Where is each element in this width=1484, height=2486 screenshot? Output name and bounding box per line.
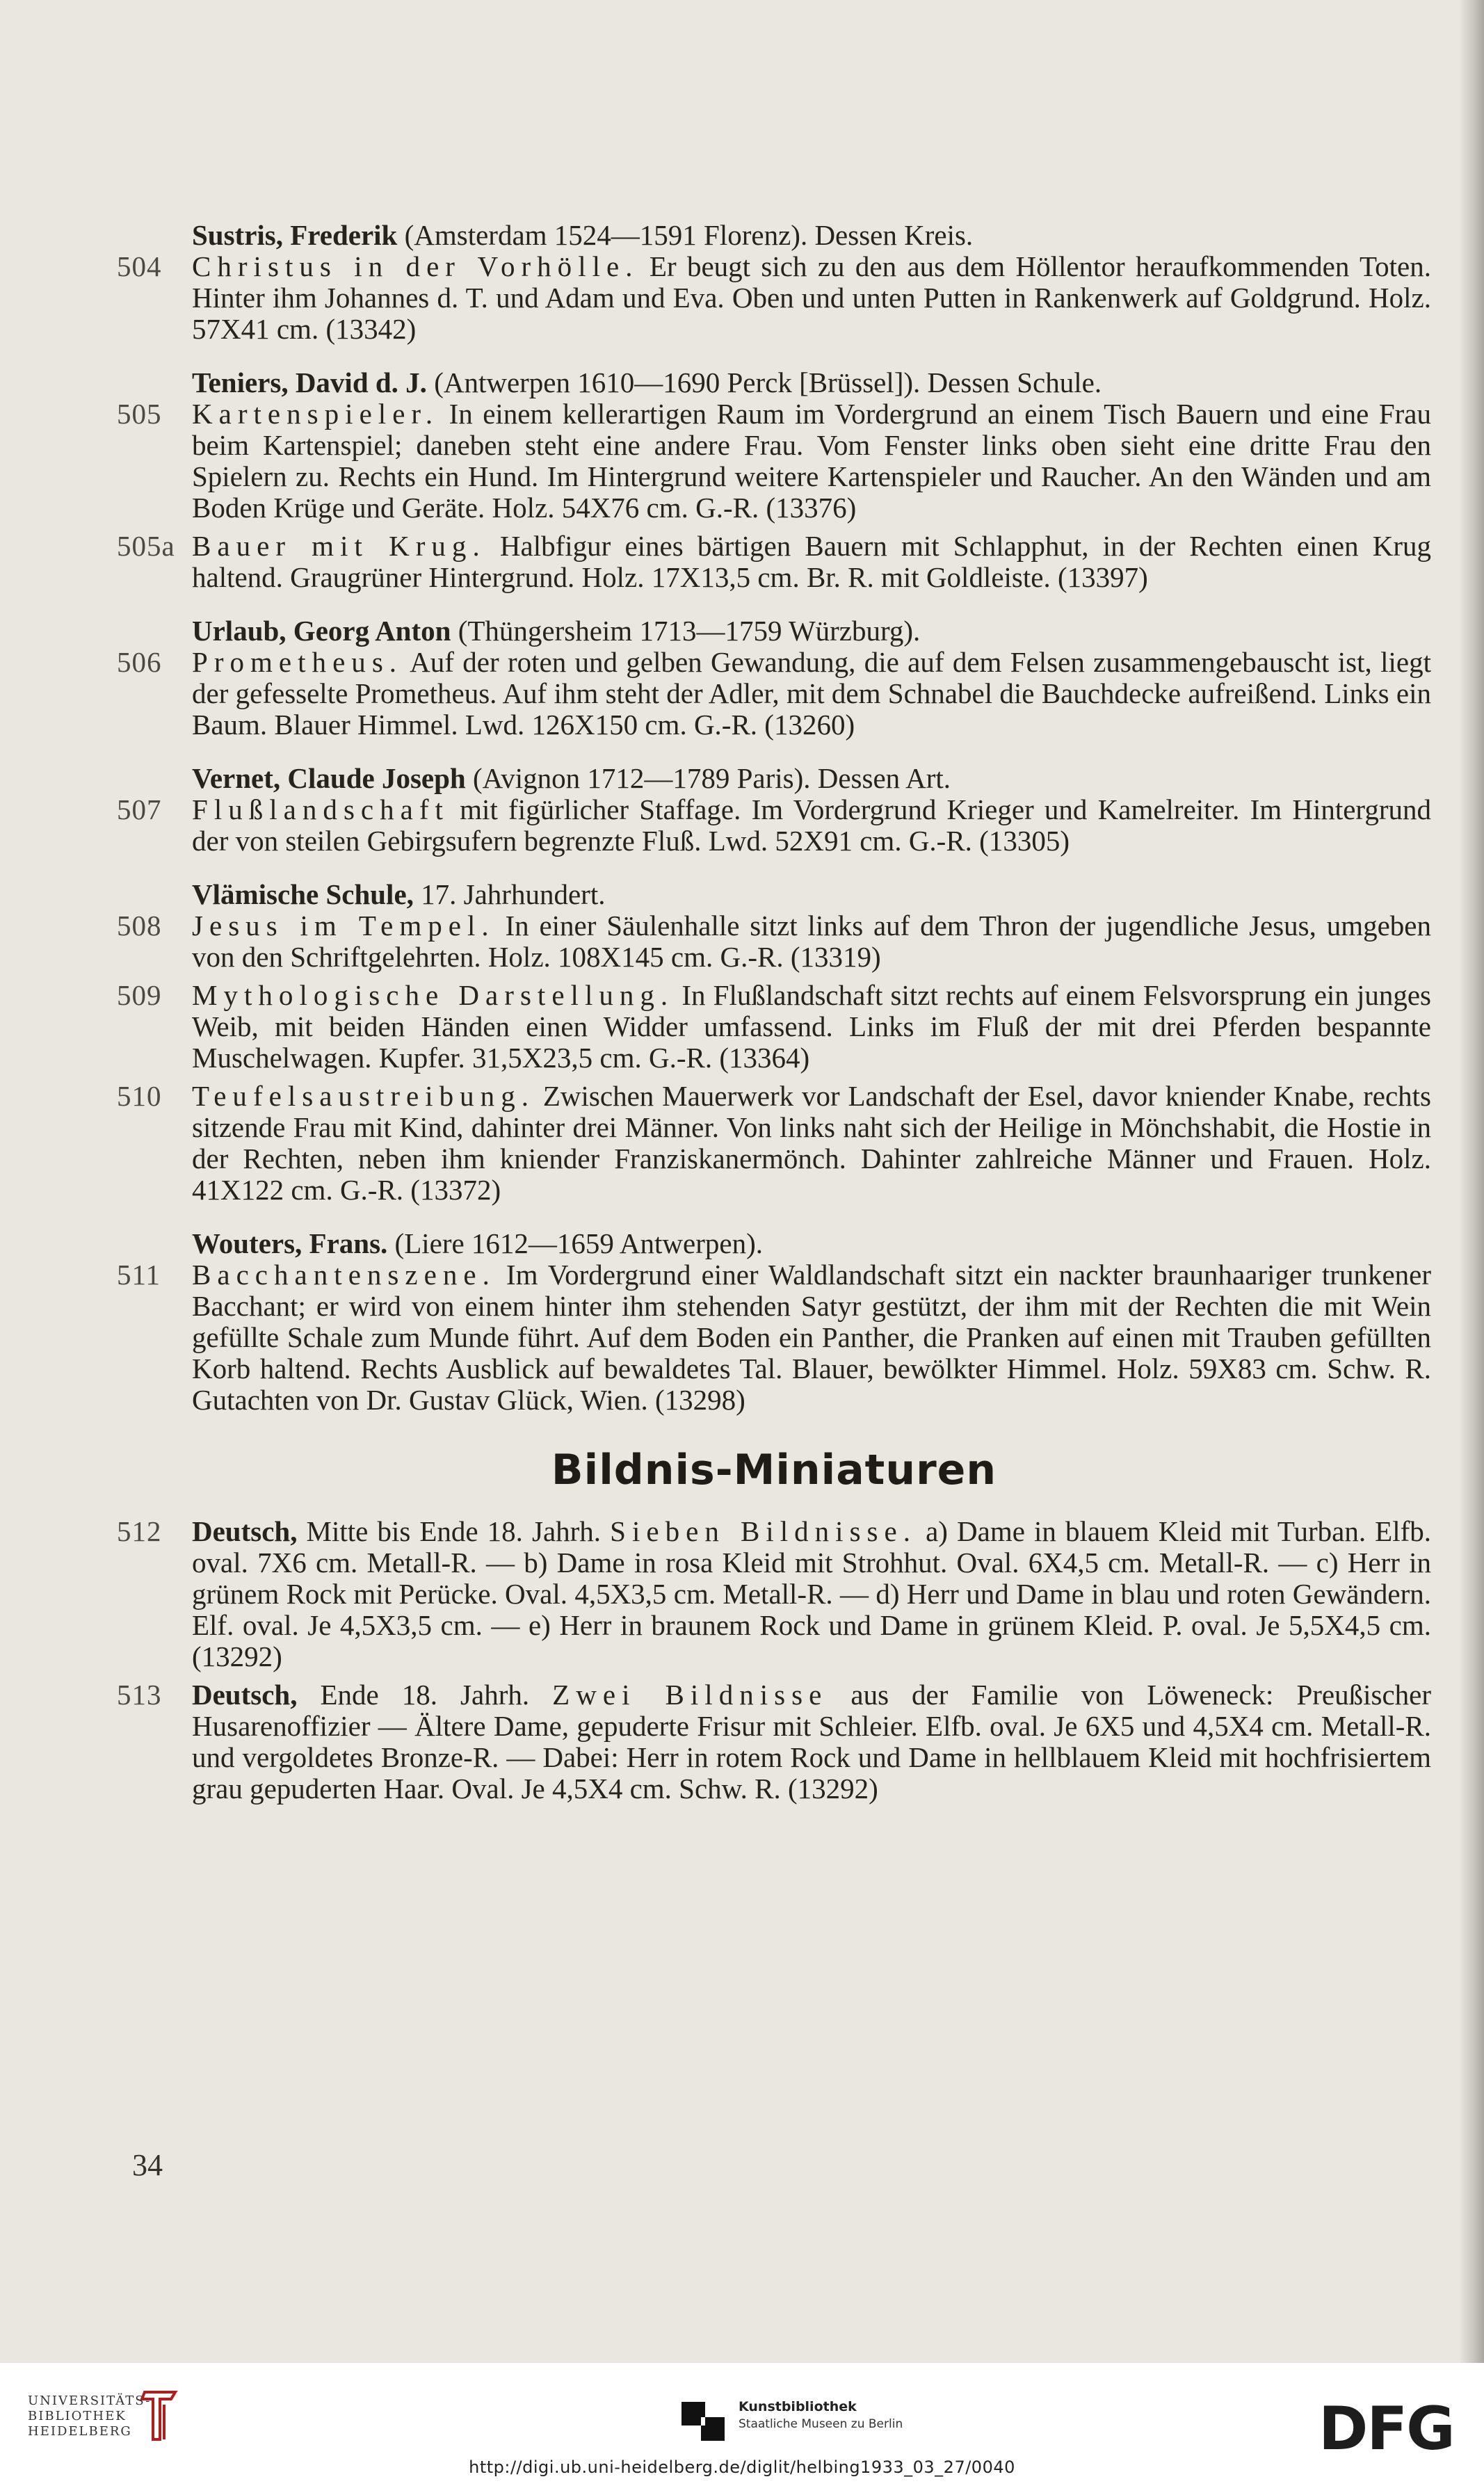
- artwork-title: Sieben Bildnisse.: [610, 1515, 917, 1547]
- catalog-entry: [117, 1679, 1431, 1805]
- entry-text: [192, 1259, 1431, 1416]
- entry-text: [192, 1679, 1431, 1805]
- lot-number: 510: [117, 1080, 162, 1112]
- artwork-description: Er beugt sich zu den aus dem Höllentor heraufkommenden Toten. Hinter ihm Johannes d. T. und Adam und Eva. Oben und unten Putten in Rankenwerk auf Goldgrund. Holz. 57X41 cm. (13342): [192, 250, 1432, 345]
- lot-number: 505a: [117, 530, 175, 562]
- entry-text: [192, 398, 1431, 524]
- entry-date: Ende 18. Jahrh.: [297, 1679, 553, 1711]
- lot-number: 513: [117, 1679, 162, 1711]
- artwork-description: Zwischen Mauerwerk vor Landschaft der Esel, davor kniender Knabe, rechts sitzende Frau mit Kind, dahinter drei Männer. Von links naht sich der Heilige in Mönchshabit, die Hostie in der Rechten, neben ihm kniender Franziskanermönch. Dahinter zahlreiche Männer und Frauen. Holz. 41X122 cm. G.-R. (13372): [192, 1080, 1431, 1206]
- artwork-title: Teufelsaustreibung.: [192, 1080, 535, 1112]
- entry-attribution: Deutsch,: [192, 1515, 298, 1547]
- artist-heading: [117, 763, 1431, 794]
- artwork-description: Im Vordergrund einer Waldlandschaft sitzt ein nackter braunhaariger trunkener Bacchant; er wird von einem hinter ihm stehenden Satyr gestützt, der ihm mit der Rechten die mit Wein gefüllte Schale zum Munde führt. Auf dem Boden ein Panther, die Pranken auf einen mit Trauben gefüllten Korb haltend. Rechts Ausblick auf bewaldetes Tal. Blauer, bewölkter Himmel. Holz. 59X83 cm. Schw. R. Gutachten von Dr. Gustav Glück, Wien. (13298): [192, 1259, 1431, 1416]
- catalog-entry: [117, 1516, 1431, 1672]
- lot-number: 504: [117, 250, 162, 282]
- artwork-title: Christus in der Vorhölle.: [192, 250, 639, 282]
- artwork-description: aus der Familie von Löweneck: Preußischer Husarenoffizier — Ältere Dame, gepuderte Frisur mit Schleier. Elfb. oval. Je 6X5 und 4,5X4 cm. Metall-R. und vergoldetes Bronze-R. — Dabei: Herr in rotem Rock und Dame in hellblauem Kleid mit hochfrisiertem grau gepuderten Haar. Oval. Je 4,5X4 cm. Schw. R. (13292): [192, 1679, 1431, 1805]
- artist-details: (Amsterdam 1524—1591 Florenz). Dessen Kreis.: [397, 219, 974, 251]
- catalog-entry: [117, 1259, 1431, 1416]
- catalog-entry: [117, 794, 1431, 857]
- catalog-text: [117, 220, 1431, 1805]
- dfg-logo[interactable]: DFG: [1318, 2394, 1454, 2464]
- entry-text: [192, 531, 1431, 593]
- artwork-description: mit figürlicher Staffage. Im Vordergrund Krieger und Kamelreiter. Im Hintergrund der von steilen Gebirgsufern begrenzte Fluß. Lwd. 52X91 cm. G.-R. (13305): [192, 793, 1431, 857]
- catalog-entry: [117, 910, 1431, 973]
- artist-name: Vernet, Claude Joseph: [192, 762, 466, 794]
- artwork-description: Auf der roten und gelben Gewandung, die auf dem Felsen zusammengebauscht ist, liegt der gefesselte Prometheus. Auf ihm steht der Adler, mit dem Schnabel die Bauchdecke aufreißend. Links ein Baum. Blauer Himmel. Lwd. 126X150 cm. G.-R. (13260): [192, 646, 1431, 741]
- artist-name: Sustris, Frederik: [192, 219, 398, 251]
- page-edge-shadow: [1460, 0, 1484, 2363]
- lot-number: 509: [117, 979, 162, 1011]
- entry-text: [192, 1516, 1431, 1672]
- artist-name: Vlämische Schule,: [192, 878, 414, 910]
- kunstbibliothek-emblem-icon: [681, 2402, 726, 2441]
- uni-logo-line: BIBLIOTHEK: [28, 2409, 127, 2423]
- entry-date: Mitte bis Ende 18. Jahrh.: [297, 1515, 611, 1547]
- artwork-title: Zwei Bildnisse: [552, 1679, 828, 1711]
- artist-name: Urlaub, Georg Anton: [192, 615, 451, 647]
- artwork-title: Bacchantenszene.: [192, 1259, 496, 1291]
- uni-logo-line: HEIDELBERG: [28, 2424, 132, 2439]
- catalog-entry: [117, 647, 1431, 741]
- artist-details: 17. Jahrhundert.: [413, 878, 606, 910]
- kb-subtitle: Staatliche Museen zu Berlin: [739, 2417, 903, 2431]
- viewer-footer: [0, 2363, 1484, 2486]
- entry-text: [192, 251, 1431, 345]
- artwork-description: In einem kellerartigen Raum im Vordergrund an einem Tisch Bauern und eine Frau beim Kartenspiel; daneben steht eine andere Frau. Vom Fenster links oben sieht eine dritte Frau den Spielern zu. Rechts ein Hund. Im Hintergrund weitere Kartenspieler und Raucher. An den Wänden und am Boden Krüge und Geräte. Holz. 54X76 cm. G.-R. (13376): [192, 398, 1431, 524]
- lot-number: 506: [117, 646, 162, 678]
- artist-heading: [117, 1228, 1431, 1259]
- artwork-description: a) Dame in blauem Kleid mit Turban. Elfb. oval. 7X6 cm. Metall-R. — b) Dame in rosa Kleid mit Strohhut. Oval. 6X4,5 cm. Metall-R. — c) Herr in grünem Rock mit Perücke. Oval. 4,5X3,5 cm. Metall-R. — d) Herr und Dame in blau und roten Gewändern. Elf. oval. Je 4,5X3,5 cm. — e) Herr in braunem Rock und Dame in grünem Kleid. P. oval. Je 5,5X4,5 cm. (13292): [192, 1515, 1431, 1672]
- lot-number: 507: [117, 793, 162, 825]
- artist-heading: [117, 220, 1431, 251]
- catalog-entries-group-a: [117, 220, 1431, 1416]
- catalog-entry: [117, 531, 1431, 593]
- artwork-title: Flußlandschaft: [192, 793, 449, 825]
- artwork-title: Prometheus.: [192, 646, 403, 678]
- artwork-description: In einer Säulenhalle sitzt links auf dem Thron der jugendliche Jesus, umgeben von den Schriftgelehrten. Holz. 108X145 cm. G.-R. (13319): [192, 910, 1431, 973]
- artist-heading: [117, 615, 1431, 647]
- catalog-entry: [117, 980, 1431, 1074]
- entry-text: [192, 647, 1431, 741]
- artwork-title: Kartenspieler.: [192, 398, 439, 430]
- lot-number: 511: [117, 1259, 161, 1291]
- catalog-entry: [117, 251, 1431, 345]
- permalink-url[interactable]: http://digi.ub.uni-heidelberg.de/diglit/helbing1933_03_27/0040: [469, 2457, 1015, 2477]
- artist-details: (Thüngersheim 1713—1759 Würzburg).: [451, 615, 921, 647]
- kunstbibliothek-logo[interactable]: [739, 2398, 903, 2432]
- artist-details: (Liere 1612—1659 Antwerpen).: [387, 1227, 763, 1259]
- artist-heading: [117, 367, 1431, 398]
- artwork-description: Halbfigur eines bärtigen Bauern mit Schlapphut, in der Rechten einen Krug haltend. Graugrüner Hintergrund. Holz. 17X13,5 cm. Br. R. mit Goldleiste. (13397): [192, 530, 1432, 593]
- entry-text: [192, 794, 1431, 857]
- artwork-title: Jesus im Tempel.: [192, 910, 495, 942]
- artist-details: (Avignon 1712—1789 Paris). Dessen Art.: [465, 762, 951, 794]
- lot-number: 505: [117, 398, 162, 430]
- catalog-entry: [117, 1081, 1431, 1206]
- artwork-title: Mythologische Darstellung.: [192, 979, 675, 1011]
- lot-number: 512: [117, 1515, 162, 1547]
- artist-name: Teniers, David d. J.: [192, 366, 427, 398]
- artwork-title: Bauer mit Krug.: [192, 530, 486, 562]
- entry-attribution: Deutsch,: [192, 1679, 298, 1711]
- entry-text: [192, 980, 1431, 1074]
- lot-number: 508: [117, 910, 162, 942]
- university-emblem-icon: [139, 2388, 181, 2444]
- artwork-description: In Flußlandschaft sitzt rechts auf einem Felsvorsprung ein junges Weib, mit beiden Händen einen Widder umfassend. Links im Fluß der mit drei Pferden bespannte Muschelwagen. Kupfer. 31,5X23,5 cm. G.-R. (13364): [192, 979, 1431, 1074]
- entry-text: [192, 1081, 1431, 1206]
- entry-text: [192, 910, 1431, 973]
- kb-title: Kunstbibliothek: [739, 2399, 857, 2414]
- artist-heading: [117, 879, 1431, 910]
- section-heading: Bildnis-Miniaturen: [551, 1446, 997, 1494]
- artist-name: Wouters, Frans.: [192, 1227, 388, 1259]
- artist-details: (Antwerpen 1610—1690 Perck [Brüssel]). Dessen Schule.: [426, 366, 1102, 398]
- uni-logo-line: UNIVERSITÄTS-: [28, 2394, 152, 2408]
- catalog-entries-group-b: [117, 1516, 1431, 1805]
- page-number: 34: [132, 2148, 163, 2182]
- catalog-entry: [117, 398, 1431, 524]
